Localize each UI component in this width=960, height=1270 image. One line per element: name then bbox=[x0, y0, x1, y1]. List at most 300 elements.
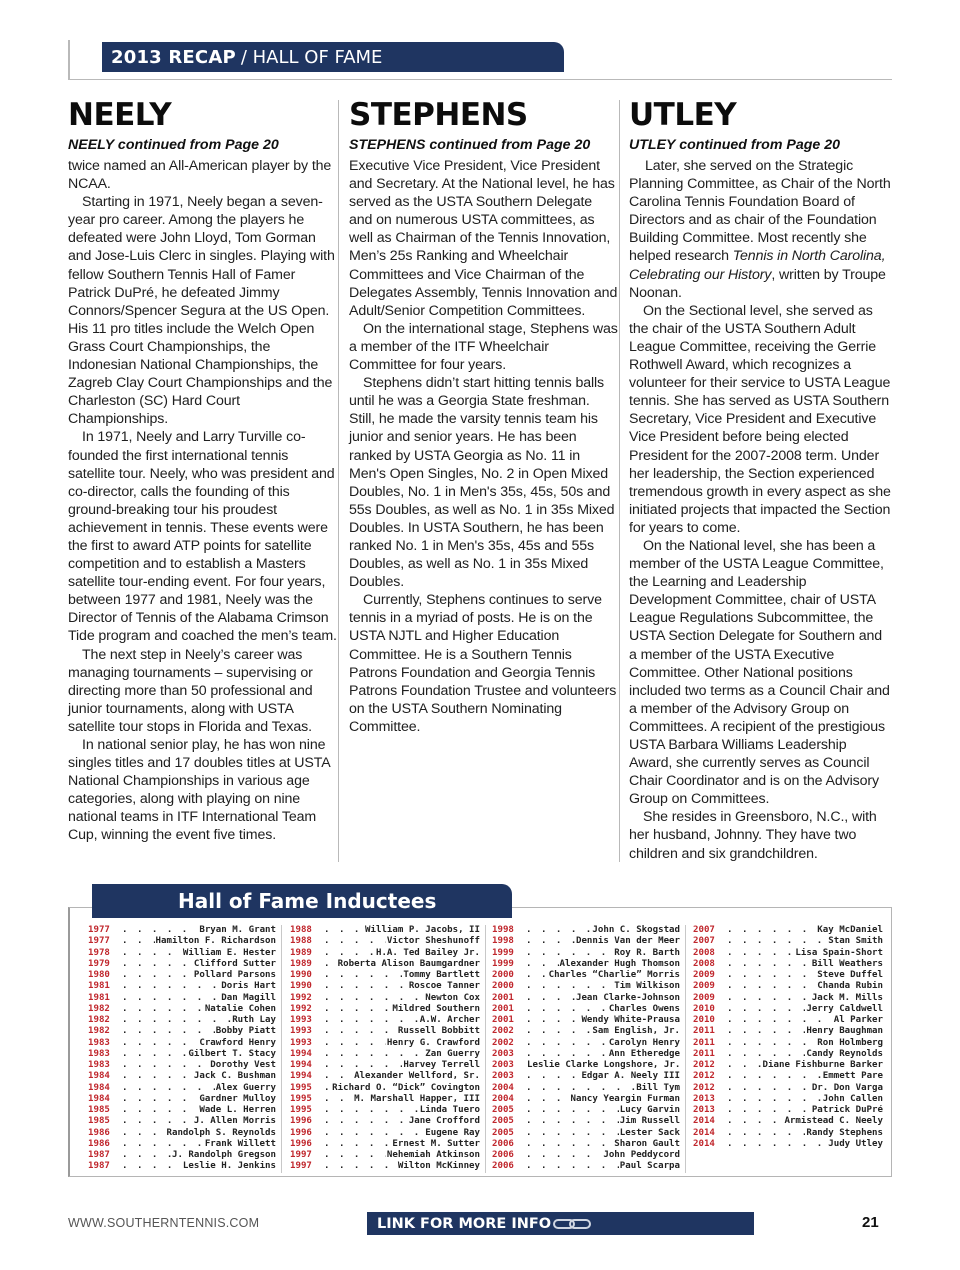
inductee-row bbox=[88, 1150, 276, 1161]
inductee-name: Randy Stephens bbox=[806, 1127, 883, 1138]
inductee-year: 1995 bbox=[290, 1093, 312, 1104]
inductee-year: 1993 bbox=[290, 1037, 312, 1048]
leader-dots bbox=[122, 1105, 198, 1116]
inductee-name-cell bbox=[122, 1049, 276, 1060]
inductee-year: 2008 bbox=[693, 958, 715, 969]
leader-dots bbox=[727, 1071, 822, 1082]
inductee-name: Ron Holmberg bbox=[817, 1037, 883, 1048]
leader-dots bbox=[526, 981, 613, 992]
inductee-name-cell bbox=[526, 1094, 680, 1105]
inductees-list-column bbox=[492, 925, 686, 1173]
leader-dots bbox=[122, 1094, 198, 1105]
inductee-name: Bill Weathers bbox=[811, 958, 883, 969]
inductee-name: Roberta Alison Baumgardner bbox=[337, 958, 480, 969]
inductee-name-cell bbox=[122, 959, 276, 970]
inductee-name-cell bbox=[122, 925, 276, 936]
leader-dots bbox=[324, 1049, 424, 1060]
leader-dots bbox=[122, 1161, 182, 1172]
inductee-name: Paul Scarpa bbox=[619, 1161, 680, 1172]
inductee-name-cell bbox=[526, 1128, 680, 1139]
inductee-name: Lucy Garvin bbox=[619, 1105, 680, 1115]
inductee-row bbox=[492, 936, 680, 947]
leader-dots bbox=[324, 948, 375, 959]
inductee-row bbox=[290, 1150, 480, 1161]
inductee-name-cell bbox=[727, 959, 883, 970]
inductee-year: 1981 bbox=[88, 992, 110, 1003]
inductee-name-cell bbox=[727, 1026, 883, 1037]
leader-dots bbox=[122, 936, 155, 947]
paragraph bbox=[629, 157, 891, 302]
inductee-year: 2001 bbox=[492, 1003, 514, 1014]
inductee-name-cell bbox=[122, 1128, 276, 1139]
paragraph-text: , written by Troupe Noonan. bbox=[629, 266, 886, 301]
chain-link-icon bbox=[553, 1217, 593, 1231]
inductees-title-bar bbox=[92, 884, 512, 918]
inductee-row bbox=[693, 1049, 883, 1060]
leader-dots bbox=[324, 959, 337, 970]
inductee-year: 2000 bbox=[492, 970, 514, 980]
inductee-year: 2009 bbox=[693, 970, 715, 980]
inductee-row bbox=[492, 993, 680, 1004]
inductee-name-cell bbox=[526, 959, 680, 970]
inductee-name: Clifford Sutter bbox=[193, 958, 276, 969]
inductee-row bbox=[492, 1128, 680, 1139]
inductee-row bbox=[290, 936, 480, 947]
inductee-name-cell bbox=[324, 1161, 480, 1172]
inductee-year: 1983 bbox=[88, 1048, 110, 1059]
inductee-name-cell bbox=[122, 1071, 276, 1082]
inductee-row bbox=[290, 1128, 480, 1139]
inductee-name-cell bbox=[324, 1004, 480, 1015]
paragraph: On the National level, she has been a member of the USTA League Committee, the Learning and Leadership Development Committee, chair of USTA League Regulations Subcommittee, the USTA Section Delegate for Southern and a member of the USTA Executive Committee. Other National positions included two terms as a Council Chair and a member of the Advisory Group on Committees. A recipient of the prestigious USTA Barbara Williams Leadership Award, she currently serves as Council Chair Coordinator and is on the Advisory Group on Committees. bbox=[629, 537, 890, 808]
inductee-year: 1996 bbox=[290, 1116, 312, 1127]
inductee-year: 1982 bbox=[88, 1015, 110, 1025]
inductee-name-cell bbox=[122, 993, 276, 1004]
inductee-year: 1984 bbox=[88, 1082, 110, 1093]
inductee-year: 1995 bbox=[290, 1082, 312, 1093]
inductee-row bbox=[693, 1004, 883, 1015]
inductee-name-cell bbox=[526, 1015, 680, 1026]
inductee-name: Armistead C. Neely bbox=[784, 1116, 883, 1127]
inductee-name: Sam English, Jr. bbox=[592, 1026, 680, 1037]
inductee-name: Jerry Caldwell bbox=[806, 1003, 883, 1014]
inductee-row bbox=[290, 925, 480, 936]
leader-dots bbox=[122, 1083, 215, 1094]
leader-dots bbox=[122, 959, 193, 970]
header-bottom-rule bbox=[68, 79, 892, 80]
section-header-bar bbox=[102, 42, 564, 72]
inductee-name: Dan Magill bbox=[221, 992, 276, 1003]
paragraph: In national senior play, he has won nine singles titles and 17 doubles titles at USTA National Championships in various age categories, along with playing on nine national teams in ITF International Team Cup, winning the event five times. bbox=[68, 737, 330, 844]
inductee-row bbox=[693, 925, 883, 936]
leader-dots bbox=[122, 1049, 187, 1060]
inductee-name-cell bbox=[526, 1161, 680, 1172]
article-title: STEPHENS bbox=[349, 97, 528, 133]
inductee-row bbox=[290, 993, 480, 1004]
inductee-row bbox=[290, 1038, 480, 1049]
inductee-name-cell bbox=[324, 1015, 480, 1026]
inductee-year: 2003 bbox=[492, 1071, 514, 1082]
inductee-year: 2003 bbox=[492, 1060, 514, 1070]
inductee-name: Wilton McKinney bbox=[397, 1161, 480, 1172]
inductee-name: Nancy Yeargin Furman bbox=[570, 1093, 680, 1104]
inductee-year: 1994 bbox=[290, 1071, 312, 1082]
inductee-row bbox=[693, 981, 883, 992]
inductee-name-cell bbox=[526, 1004, 680, 1015]
section-sublabel: / HALL OF FAME bbox=[240, 46, 383, 68]
inductee-name-cell bbox=[526, 936, 680, 947]
leader-dots bbox=[526, 1004, 608, 1015]
leader-dots bbox=[324, 1071, 353, 1082]
inductee-year: 2013 bbox=[693, 1093, 715, 1104]
inductee-name-cell bbox=[526, 1116, 680, 1127]
inductee-name-cell bbox=[324, 1094, 480, 1105]
inductee-row bbox=[88, 1071, 276, 1082]
inductee-row bbox=[88, 936, 276, 947]
inductee-name: Alex Guerry bbox=[215, 1082, 276, 1093]
article-body bbox=[349, 157, 619, 736]
leader-dots bbox=[324, 925, 364, 936]
inductee-year: 1989 bbox=[290, 947, 312, 958]
website-url[interactable]: WWW.SOUTHERNTENNIS.COM bbox=[68, 1216, 260, 1230]
inductee-row bbox=[693, 1060, 883, 1071]
inductees-list-column bbox=[88, 925, 282, 1173]
inductee-name-cell bbox=[526, 1083, 680, 1094]
leader-dots bbox=[324, 1094, 353, 1105]
leader-dots bbox=[324, 970, 402, 981]
book-title: Tennis in North Carolina, Celebrating our History bbox=[629, 248, 886, 283]
inductee-year: 2012 bbox=[693, 1082, 715, 1093]
inductee-year: 2014 bbox=[693, 1116, 715, 1127]
inductee-row bbox=[492, 1139, 680, 1150]
inductee-year: 1992 bbox=[290, 1003, 312, 1014]
inductee-row bbox=[88, 1004, 276, 1015]
inductee-name-cell bbox=[122, 981, 276, 992]
inductee-name: Diane Fishburne Barker bbox=[762, 1060, 883, 1070]
leader-dots bbox=[324, 1083, 331, 1094]
inductee-row bbox=[88, 1105, 276, 1116]
inductee-name: Pollard Parsons bbox=[193, 970, 276, 980]
inductee-year: 2010 bbox=[693, 1015, 715, 1025]
inductee-name: Leslie Clarke Longshore, Jr. bbox=[527, 1060, 680, 1070]
leader-dots bbox=[526, 970, 548, 981]
inductee-row bbox=[492, 981, 680, 992]
inductee-row bbox=[290, 1094, 480, 1105]
inductee-row bbox=[492, 970, 680, 981]
inductee-row bbox=[492, 925, 680, 936]
leader-dots bbox=[324, 1128, 424, 1139]
inductee-name-cell bbox=[727, 1038, 883, 1049]
inductee-year: 2011 bbox=[693, 1048, 715, 1059]
leader-dots bbox=[727, 1026, 805, 1037]
inductee-row bbox=[290, 981, 480, 992]
inductee-name: Carolyn Henry bbox=[608, 1037, 680, 1048]
inductee-row bbox=[693, 1071, 883, 1082]
leader-dots bbox=[727, 1128, 805, 1139]
inductees-list-column bbox=[290, 925, 486, 1173]
inductee-name: Judy Utley bbox=[828, 1138, 883, 1149]
inductee-name-cell bbox=[727, 925, 883, 936]
inductee-name-cell bbox=[526, 1026, 680, 1037]
inductee-name: Bryan M. Grant bbox=[199, 925, 276, 935]
paragraph: On the international stage, Stephens was a member of the ITF Wheelchair Committee for four years. bbox=[349, 320, 618, 374]
column-divider bbox=[338, 100, 339, 862]
inductee-name: Alexander Wellford, Sr. bbox=[354, 1071, 480, 1082]
inductee-name: Crawford Henry bbox=[199, 1037, 276, 1048]
inductee-year: 1999 bbox=[492, 947, 514, 958]
inductee-row bbox=[88, 1094, 276, 1105]
header-vertical-rule bbox=[68, 40, 70, 80]
inductee-row bbox=[693, 993, 883, 1004]
leader-dots bbox=[727, 925, 816, 936]
inductee-name-cell bbox=[122, 1004, 276, 1015]
inductee-name: J. Randolph Gregson bbox=[171, 1150, 276, 1160]
inductee-row bbox=[290, 1049, 480, 1060]
article-title: NEELY bbox=[68, 97, 172, 133]
leader-dots bbox=[727, 1004, 805, 1015]
inductee-name-cell bbox=[324, 948, 480, 959]
leader-dots bbox=[526, 948, 613, 959]
inductee-name: Russell Bobbitt bbox=[397, 1026, 480, 1037]
inductee-name-cell bbox=[324, 1026, 480, 1037]
inductee-name: J. Allen Morris bbox=[193, 1116, 276, 1127]
inductee-year: 1985 bbox=[88, 1105, 110, 1115]
inductee-year: 1983 bbox=[88, 1037, 110, 1048]
leader-dots bbox=[526, 1105, 619, 1116]
inductee-row bbox=[290, 1060, 480, 1071]
inductee-row bbox=[693, 936, 883, 947]
inductee-name-cell bbox=[122, 1094, 276, 1105]
leader-dots bbox=[727, 1049, 805, 1060]
leader-dots bbox=[122, 970, 193, 981]
inductee-name: Dr. Don Varga bbox=[811, 1082, 883, 1093]
inductee-name-cell bbox=[727, 970, 883, 981]
inductee-year: 1993 bbox=[290, 1015, 312, 1025]
leader-dots bbox=[526, 936, 575, 947]
inductee-name: Natalie Cohen bbox=[204, 1003, 276, 1014]
inductee-year: 2007 bbox=[693, 925, 715, 935]
leader-dots bbox=[727, 936, 827, 947]
inductee-row bbox=[290, 970, 480, 981]
leader-dots bbox=[122, 1150, 171, 1161]
inductee-name: Sharon Gault bbox=[614, 1138, 680, 1149]
inductee-name-cell bbox=[122, 1105, 276, 1116]
inductee-year: 1984 bbox=[88, 1071, 110, 1082]
inductee-year: 2009 bbox=[693, 992, 715, 1003]
article-column-neely bbox=[68, 96, 338, 845]
inductee-year: 1996 bbox=[290, 1127, 312, 1138]
inductee-year: 1993 bbox=[290, 1026, 312, 1037]
inductee-row bbox=[492, 1071, 680, 1082]
inductee-name: Mildred Southern bbox=[392, 1003, 480, 1014]
leader-dots bbox=[526, 959, 559, 970]
inductee-name: John Callen bbox=[822, 1093, 883, 1104]
more-info-label: LINK FOR MORE INFO bbox=[377, 1215, 552, 1232]
leader-dots bbox=[727, 1038, 816, 1049]
leader-dots bbox=[727, 993, 811, 1004]
inductee-name: John Peddycord bbox=[603, 1150, 680, 1160]
inductee-row bbox=[693, 1128, 883, 1139]
inductee-row bbox=[290, 1083, 480, 1094]
leader-dots bbox=[727, 1094, 822, 1105]
paragraph-text: Later, she served on the Strategic Planning Committee, as Chair of the North Carolina Tennis Foundation Board of Directors and as chair of the Foundation Building Committee. Most recently she helped research bbox=[629, 158, 891, 265]
inductee-year: 2008 bbox=[693, 947, 715, 958]
leader-dots bbox=[122, 1071, 193, 1082]
inductee-name-cell bbox=[526, 1060, 680, 1071]
inductee-year: 1999 bbox=[492, 958, 514, 969]
inductee-year: 2004 bbox=[492, 1093, 514, 1104]
inductee-name: Jack C. Bushman bbox=[193, 1071, 276, 1082]
inductee-row bbox=[492, 1094, 680, 1105]
inductee-year: 2013 bbox=[693, 1105, 715, 1115]
inductee-name-cell bbox=[122, 1116, 276, 1127]
inductee-row bbox=[492, 1015, 680, 1026]
inductee-name: Henry Baughman bbox=[806, 1026, 883, 1037]
inductee-name: M. Marshall Happer, III bbox=[354, 1093, 480, 1104]
inductee-row bbox=[492, 948, 680, 959]
inductee-name-cell bbox=[727, 1049, 883, 1060]
leader-dots bbox=[324, 981, 408, 992]
inductee-row bbox=[693, 970, 883, 981]
inductee-year: 2006 bbox=[492, 1161, 514, 1172]
inductee-year: 1987 bbox=[88, 1150, 110, 1160]
column-divider bbox=[619, 100, 620, 862]
inductee-name: Leslie H. Jenkins bbox=[182, 1161, 276, 1172]
inductee-name-cell bbox=[526, 993, 680, 1004]
inductee-row bbox=[88, 1116, 276, 1127]
inductee-name: William E. Hester bbox=[182, 947, 276, 958]
more-info-link[interactable] bbox=[367, 1212, 754, 1235]
inductee-row bbox=[693, 1015, 883, 1026]
inductee-name-cell bbox=[727, 1015, 883, 1026]
inductee-name: Candy Reynolds bbox=[806, 1048, 883, 1059]
inductee-year: 1986 bbox=[88, 1127, 110, 1138]
inductee-name-cell bbox=[122, 948, 276, 959]
inductee-name-cell bbox=[122, 1015, 276, 1026]
inductee-year: 1998 bbox=[492, 925, 514, 935]
inductee-row bbox=[290, 1015, 480, 1026]
continued-note: UTLEY continued from Page 20 bbox=[629, 137, 841, 153]
leader-dots bbox=[526, 1049, 608, 1060]
inductee-name: Linda Tuero bbox=[419, 1105, 480, 1115]
inductee-year: 1990 bbox=[290, 970, 312, 980]
inductee-name: Newton Cox bbox=[425, 992, 480, 1003]
inductee-name: Alexander Hugh Thomson bbox=[559, 958, 680, 969]
article-body bbox=[629, 157, 891, 863]
inductee-name-cell bbox=[324, 1071, 480, 1082]
inductee-name-cell bbox=[122, 1150, 276, 1161]
leader-dots bbox=[324, 1038, 386, 1049]
leader-dots bbox=[122, 1139, 204, 1150]
inductee-row bbox=[290, 1105, 480, 1116]
inductee-name-cell bbox=[324, 1105, 480, 1116]
inductee-name: Patrick DuPré bbox=[811, 1105, 883, 1115]
inductee-year: 1985 bbox=[88, 1116, 110, 1127]
paragraph: The next step in Neely’s career was managing tournaments – supervising or directing more than 50 professional and junior tournaments, along with USTA satellite tour stops in Florida and Texas. bbox=[68, 646, 313, 735]
inductee-row bbox=[492, 959, 680, 970]
inductee-year: 2001 bbox=[492, 1015, 514, 1025]
inductee-name-cell bbox=[122, 1060, 276, 1071]
inductee-row bbox=[290, 1161, 480, 1172]
inductee-name: John C. Skogstad bbox=[592, 925, 680, 935]
inductee-name: Dorothy Vest bbox=[210, 1060, 276, 1070]
inductee-year: 2005 bbox=[492, 1116, 514, 1127]
inductee-name: Ernest M. Sutter bbox=[392, 1138, 480, 1149]
inductee-row bbox=[88, 993, 276, 1004]
inductee-name: Wendy White-Prausa bbox=[581, 1015, 680, 1025]
inductee-name-cell bbox=[122, 1161, 276, 1172]
inductee-name: Roy R. Barth bbox=[614, 947, 680, 958]
inductee-row bbox=[88, 1038, 276, 1049]
inductee-name-cell bbox=[324, 1150, 480, 1161]
inductee-name-cell bbox=[526, 1150, 680, 1161]
inductee-name: A.W. Archer bbox=[419, 1015, 480, 1025]
inductee-row bbox=[693, 959, 883, 970]
leader-dots bbox=[122, 1038, 198, 1049]
inductee-name: Victor Sheshunoff bbox=[386, 936, 480, 947]
leader-dots bbox=[526, 1128, 619, 1139]
inductee-year: 2011 bbox=[693, 1026, 715, 1037]
inductee-row bbox=[290, 1071, 480, 1082]
inductee-year: 2005 bbox=[492, 1105, 514, 1115]
inductee-row bbox=[290, 1116, 480, 1127]
article-title: UTLEY bbox=[629, 97, 737, 133]
paragraph: She resides in Greensboro, N.C., with her husband, Johnny. They have two children and six grandchildren. bbox=[629, 809, 877, 862]
leader-dots bbox=[727, 970, 816, 981]
inductee-row bbox=[290, 948, 480, 959]
inductee-year: 2003 bbox=[492, 1048, 514, 1059]
inductee-row bbox=[88, 925, 276, 936]
inductee-year: 2010 bbox=[693, 1003, 715, 1014]
inductee-name-cell bbox=[526, 1038, 680, 1049]
inductee-row bbox=[492, 1083, 680, 1094]
inductee-name-cell bbox=[324, 1083, 480, 1094]
inductee-name-cell bbox=[122, 1038, 276, 1049]
inductee-name: Edgar A. Neely III bbox=[581, 1071, 680, 1082]
inductee-name-cell bbox=[727, 993, 883, 1004]
inductee-year: 2012 bbox=[693, 1071, 715, 1082]
inductee-year: 1988 bbox=[290, 936, 312, 947]
inductee-name-cell bbox=[727, 1139, 883, 1150]
inductee-name: Wade L. Herren bbox=[199, 1105, 276, 1115]
leader-dots bbox=[324, 1060, 402, 1071]
inductee-year: 1977 bbox=[88, 936, 110, 947]
inductee-name: Doris Hart bbox=[221, 981, 276, 992]
inductee-name-cell bbox=[324, 1139, 480, 1150]
inductee-year: 1979 bbox=[88, 958, 110, 969]
inductee-name-cell bbox=[122, 1026, 276, 1037]
paragraph: In 1971, Neely and Larry Turville co-founded the first international tennis satellite tour. Neely, who was president and co-director, calls the founding of this ground-breaking tour his proudest achievement in tennis. These events were the first to award ATP points for satellite competition and to establish a Masters satellite tour-ending event. For four years, between 1977 and 1981, Neely was the Director of Tennis of the Alabama Crimson Tide program and coached the men’s team. bbox=[68, 429, 337, 645]
leader-dots bbox=[122, 1015, 231, 1026]
inductee-name-cell bbox=[324, 1049, 480, 1060]
inductee-row bbox=[693, 1038, 883, 1049]
inductee-name: Jack M. Mills bbox=[811, 992, 883, 1003]
leader-dots bbox=[727, 1083, 811, 1094]
paragraph: twice named an All-American player by the NCAA. bbox=[68, 158, 332, 193]
inductee-name: Dennis Van der Meer bbox=[575, 936, 680, 947]
inductee-year: 1978 bbox=[88, 947, 110, 958]
inductee-year: 2007 bbox=[693, 936, 715, 947]
inductee-row bbox=[88, 981, 276, 992]
inductee-name: Frank Willett bbox=[204, 1138, 276, 1149]
inductee-year: 2002 bbox=[492, 1037, 514, 1048]
leader-dots bbox=[122, 1026, 215, 1037]
inductee-name-cell bbox=[727, 1060, 883, 1071]
inductee-name-cell bbox=[526, 1049, 680, 1060]
article-body bbox=[68, 157, 338, 845]
inductees-title: Hall of Fame Inductees bbox=[178, 889, 437, 913]
inductee-year: 1986 bbox=[88, 1138, 110, 1149]
